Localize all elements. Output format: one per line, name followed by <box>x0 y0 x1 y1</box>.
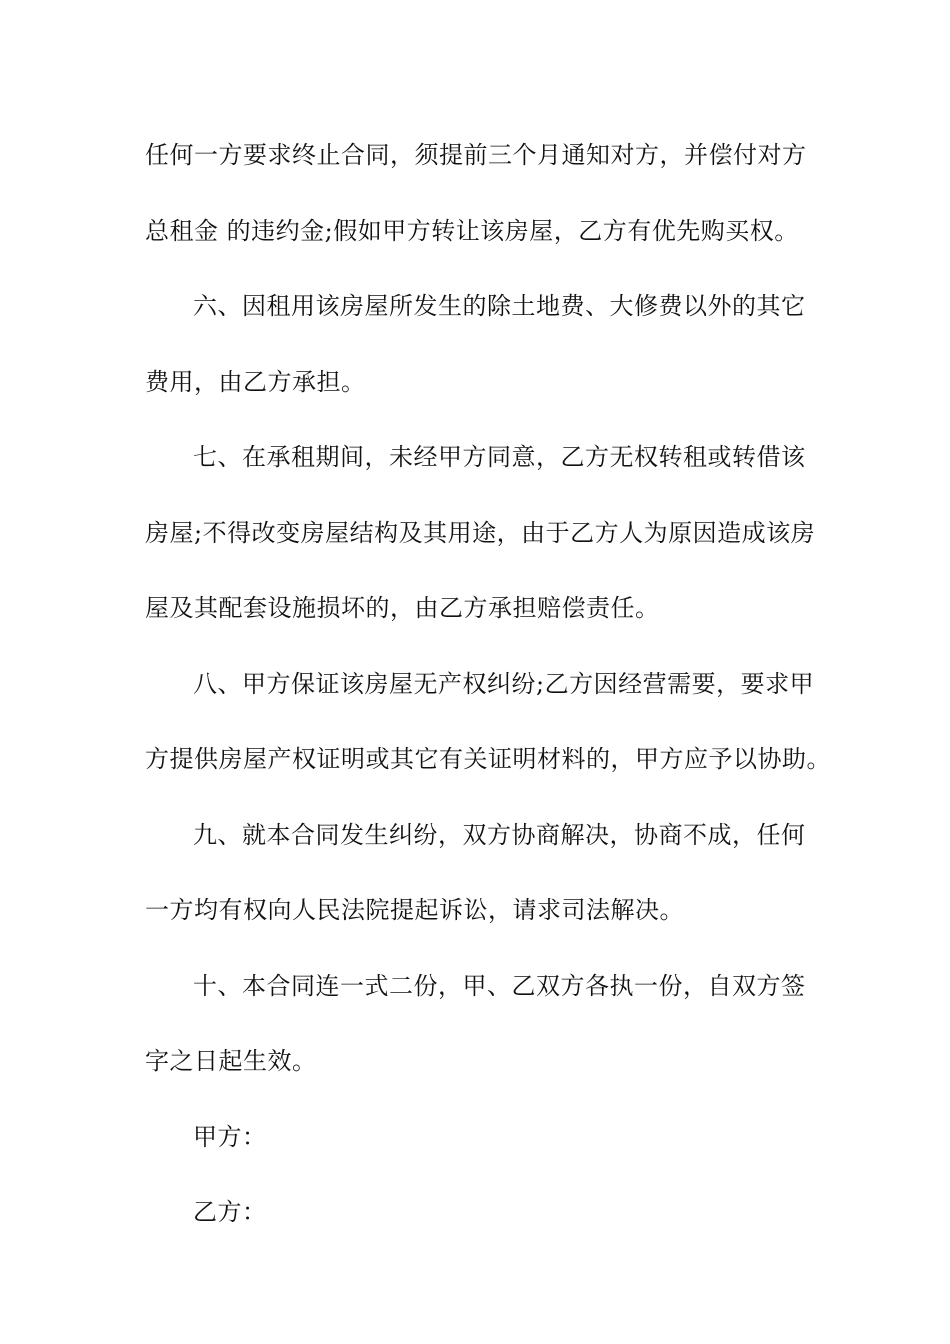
text-line-1: 任何一方要求终止合同，须提前三个月通知对方，并偿付对方 <box>145 141 807 169</box>
clause-9-line-2: 一方均有权向人民法院提起诉讼，请求司法解决。 <box>145 896 684 924</box>
clause-6-line-1: 六、因租用该房屋所发生的除土地费、大修费以外的其它 <box>193 292 806 320</box>
clause-7-line-3: 屋及其配套设施损坏的，由乙方承担赔偿责任。 <box>145 594 660 622</box>
clause-9-line-1: 九、就本合同发生纠纷，双方协商解决，协商不成，任何 <box>193 820 806 849</box>
clause-10-line-2: 字之日起生效。 <box>145 1047 317 1075</box>
document-body <box>145 131 831 1264</box>
text-line-2: 总租金 的违约金;假如甲方转让该房屋，乙方有优先购买权。 <box>145 216 799 245</box>
clause-10-line-1: 十、本合同连一式二份，甲、乙双方各执一份，自双方签 <box>193 971 806 1000</box>
clause-8-line-2: 方提供房屋产权证明或其它有关证明材料的，甲方应予以协助。 <box>145 745 831 773</box>
clause-7-line-1: 七、在承租期间，未经甲方同意，乙方无权转租或转借该 <box>193 443 806 471</box>
clause-7-line-2: 房屋;不得改变房屋结构及其用途，由于乙方人为原因造成该房 <box>145 518 816 547</box>
party-a-signature-label: 甲方： <box>193 1122 267 1151</box>
clause-8-line-1: 八、甲方保证该房屋无产权纠纷;乙方因经营需要，要求甲 <box>193 669 815 698</box>
clause-6-line-2: 费用，由乙方承担。 <box>145 367 366 396</box>
party-b-signature-label: 乙方： <box>193 1198 267 1226</box>
